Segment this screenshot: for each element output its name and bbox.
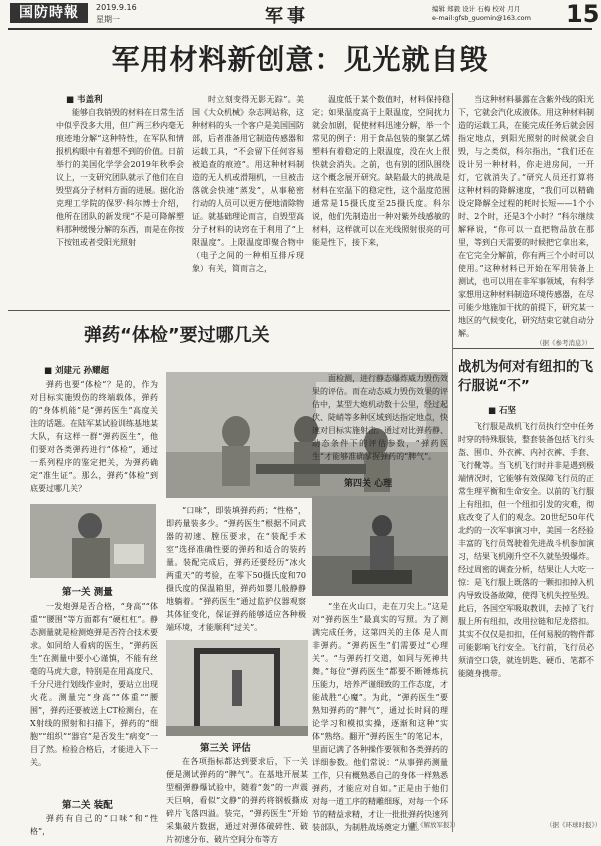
flight-suit-text: 飞行服是战机飞行员执行空中任务时穿的特殊服装，整套装备包括飞行头盔、围巾、外衣裤、内衬衣裤、手套、飞行靴等。当飞机飞行时并非是遇到极端情况时，它能够有效保障飞行员的正常生理平衡和生命安全。以前的飞行服上有纽扣，但一个纽扣引发的灾难，彻底改变了人们的观念。20世纪50年代北约的一次军事演习中，美国一名经验丰富的飞行员驾驶着先进战斗机参加演习，结果飞机刚升空不久就坠毁爆炸。经过周密的调查分析，结果让人大吃一惊：是飞行服上既落的一颗扣扣掉入机内导致设备故障，使得飞机失控坠毁。此后，各国空军吸取教训，去掉了飞行服上所有纽扣，改用拉链和尼龙搭扣。其实不仅仅是扣扣，任何易脱的物件都可能影响飞行安全。飞行前，飞行员必须清空口袋，就连钥匙、硬币、笔都不能随身携带。 (458, 422, 594, 678)
main-col-4: 当这种材料暴露在含紫外线的阳光下，它就会汽化成液体。用这种材料制造的运载工具，在能完成任务后就会因指定地点，到阳光照射的时候就会自毁，与之类似，科尔指出，“我们还在设计另一种材料，你走进房间，一开灯，它就消失了。”研究人员还打算将这种材料的降解速度，“我们可以精确设定降解全过程的耗时长短——1个小时、2个时，还是3个小时？”科尔继续解释说，“你可以一直把物品放在那里，等到白天需要的时候把它拿出来，在它完全分解前，你有两三个小时可以使用。”这种材料已开始在军用装备上测试，也可以用在非军事领域，有科学家想用这种材料制造环境传感器，在尽可能少地施加干扰的前提下，研究某一地区的气候变化，研究结束它就自动分解。 (458, 95, 594, 338)
editor-credits: 编辑 郑毅 设计 石梅 校对 月月 (432, 5, 521, 13)
section-3-text: 在各项指标都达到要求后，下一关便是测试弹药的“脾气”。在基地开展某型榴弹静爆试验中，随着“轰”的一声震天巨响，看似“文静”的弹药将钢板撕成碎片飞落四溢。装完，“弹药医生”开始采集破片数据，通过对弹体破碎性、破片初速分布、破片空间分布等方 (166, 757, 308, 844)
mid-col-1: “口味”，即装填弹药药；“性格”，即药量装多少。“弹药医生”根据不同武器的初速、膛压要求，在“装配手术室”选择准确性要的弹药和适合的装药量。装配完成后，弹药还要经历“冰火两重天”的考验，在零下50摄氏度和70摄氏度的保温箱里，弹药如婴儿般静静地躺着。“弹药医生”通过监护仪器观察其体征变化，保证弹药能够适应各种极端环境，才能顺利“过关”。 (166, 506, 306, 632)
photo-technician (30, 504, 156, 578)
main-byline: ■ 韦盖利 (66, 95, 103, 105)
ammo-headline: 弹药“体检”要过哪几关 (84, 325, 270, 346)
photo-test-rig-illustration (166, 640, 308, 736)
section-1-title: 第一关 测量 (62, 587, 113, 598)
mid-col-2-bottom: “坐在火山口，走在刀尖上。”这是对“弹药医生”最真实的写照。为了测满完成任务，这第四关的主体 是人而非弹药。“弹药医生”们需要过“心理关”。“与弹药打交道，如同与死神共舞。”每位“弹药医生”都要不断锤炼抗压能力，培养严谨细致的工作态度，才能战胜“心魔”。为此，“弹药医生”要熟知弹药的“脾气”，通过长时间的理论学习和模拟实操，逐渐和这种“实体”熟络。翻开“弹药医生”的笔记本，里面记满了各种操作要领和各类弹药的详细参数。他们常说：“从事弹药测量工作，只有概熟悉自己的身体一样熟悉弹药，才能应对自如。”正是由于他们对每一道工序的精雕细琢，对每一个环节的精益求精，才让一批批弹药快速列装部队，为制胜战场奠定力量。 (312, 602, 448, 832)
section-2-title: 第二关 装配 (62, 800, 113, 811)
main-col-3: 温度低于某个数值时，材料保持稳定；如果温度高于上限温度，空间扰力就会加剧，促使材料迅速分解，举一个常见的例子：用于食品包装的聚氯乙烯塑料有着稳定的上限温度，没在火上很快就会消失。之前，也有别的团队围绕这个概念展开研究。缺陷最大的挑战是材料在室温下的稳定性，这个温度范围通常是15摄氏度至25摄氏度。科尔说，他们先制造出一种对紫外线感敏的材料，这样就可以在光线照射很亮的可能是性下，接下来， (312, 95, 450, 247)
main-col-2: 时立刻变得无影无踪”。美国《大众机械》杂志网站称，这种材料的头一个客户是美国国防部，后者准备用它制造传感器和运载工具，“不会留下任何容易被追查的痕迹”。用这种材料制造的无人机或滑翔机，一旦被击落就会快速“蒸发”，从事秘密行动的人员可以更方便地清除物证。就基础理论而言，自毁型高分子材料的诀窍在于利用了“上限温度”。上限温度即聚合物中（电子之间的一种相互排斥现象）有关，简而言之， (192, 95, 304, 273)
page-number: 15 (566, 0, 600, 28)
photo-technician-illustration (30, 504, 156, 578)
section-divider (8, 310, 450, 311)
issue-weekday: 星期一 (96, 15, 120, 24)
section-4-title: 第四关 心理 (344, 479, 393, 489)
flight-suit-headline: 战机为何对有纽扣的飞行服说“不” (458, 359, 593, 394)
flight-suit-source-note: （据《环球时报》） (546, 821, 601, 829)
ammo-source-note: （据《解放军报》） (404, 821, 460, 829)
section-1-text: 一发炮弹是否合格，“身高”“体重”“腰围”等方面都有“硬杠杠”。静态测量就是检测炮弹是否符合技术要求。如同给人看病的医生，“弹药医生”在测量中要小心谨慎，不能有丝毫的马虎大意，特别是在用高度尺、千分尺进行划线作业时，要站立出现火花。测量完“身高”“体重”“腰围”，弹药还要被送上CT检测台，在X射线的照射和扫描下，弹药的“细胞”“组织”“器官”是否发生“病变”一目了然。检验合格后，才能进入下一关。 (30, 602, 158, 767)
newspaper-logo: 国防時報 (10, 3, 88, 23)
main-col-1: 能够自我销毁的材料在日常生活中似乎没多大用，但广两三秒内毫无痕迹地分解“这种特性，在军队和情报机构眼中有着想不到的价值。日前举行的美国化学学会2019年秋季会议上，一支研究团队就示了他们在自毁型高分子材料方面的进展。据化治克理工学院的保罗·科尔博士介绍，他所在团队的新发现“不是可降解塑料那种缓慢分解的东西，而是在你按下按钮或者受阳光照射 (56, 108, 184, 247)
photo-soldier (312, 496, 448, 596)
section-3-title: 第三关 评估 (200, 743, 251, 754)
main-source-note: （据《参考消息》） (536, 339, 592, 347)
masthead-rule (8, 28, 592, 30)
contact-email: e-mail:gfsb_guomin@163.com (432, 14, 531, 22)
photo-soldier-illustration (312, 496, 448, 596)
flight-suit-byline: ■ 石坚 (488, 406, 516, 416)
ammo-byline: ■ 刘建元 孙耀超 (44, 366, 109, 376)
issue-date: 2019.9.16 (96, 3, 137, 12)
section-2-text: 弹药有自己的“口味”和“性格”， (30, 814, 158, 836)
photo-test-rig (166, 640, 308, 736)
column-rule (452, 93, 453, 832)
section-divider-right (452, 348, 594, 349)
main-headline: 军用材料新创意：见光就自毁 (111, 43, 489, 76)
section-title: 军事 (265, 6, 309, 27)
mid-col-2-top: 面检测，进行静态爆炸威力毁伤效果的评估。而在动态威力毁伤效果的评估中，某型大炮机动数十公里，经过起伏、陡峭等多种区域到达指定地点，快速对目标实施射击。通过对比弹药静、动态条件下的评估参数，“弹药医生”才能够准确掌握弹药的“脾气”。 (312, 374, 448, 461)
ammo-intro: 弹药也要“体检”？是的，作为对目标实施毁伤的终端载体，弹药的“身体机能”是“弹药医生”高度关注的话题。在陆军某试验训练基地某大队，有这样一群“弹药医生”，他们要对各类弹药进行“体检”，通过一系列程序的鉴定把关，为弹药确定“准生证”。那么，弹药“体检”到底要过哪几关？ (30, 380, 158, 493)
